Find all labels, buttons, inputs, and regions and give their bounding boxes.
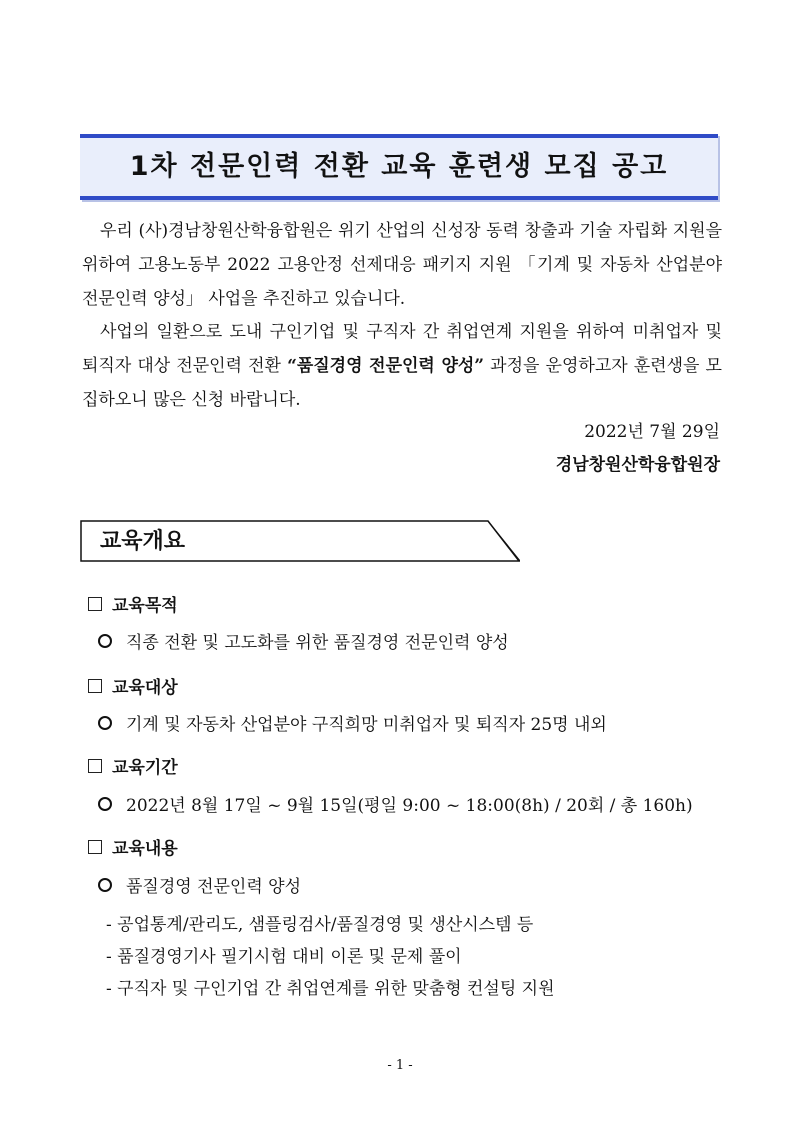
item-period-text: 2022년 8월 17일 ~ 9월 15일(평일 9:00 ~ 18:00(8h) / 20회 / 총 160h)	[126, 796, 693, 816]
content-detail-3: - 구직자 및 구인기업 간 취업연계를 위한 맞춤형 컨설팅 지원	[106, 979, 555, 999]
circle-bullet-icon	[98, 797, 112, 811]
intro-paragraph-2	[82, 315, 722, 417]
heading-content	[88, 834, 178, 859]
heading-period-label: 교육기간	[112, 758, 178, 778]
intro-text-1: 우리 (사)경남창원산학융합원은 위기 산업의 신성장 동력 창출과 기술 자립화 지원을 위하여 고용노동부 2022 고용안정 선제대응 패키지 지원 「기계 및 자동차 산업분야 전문인력 양성」 사업을 추진하고 있습니다.	[82, 221, 722, 309]
checkbox-square-icon	[88, 840, 102, 854]
item-purpose-text: 직종 전환 및 고도화를 위한 품질경영 전문인력 양성	[126, 633, 509, 653]
heading-purpose	[88, 591, 178, 616]
page-title: 1차 전문인력 전환 교육 훈련생 모집 공고	[129, 150, 669, 182]
circle-bullet-icon	[98, 878, 112, 892]
item-purpose	[98, 628, 509, 653]
item-content	[98, 872, 301, 897]
item-period	[98, 791, 693, 816]
program-name-quote: “품질경영 전문인력 양성”	[287, 356, 485, 376]
checkbox-square-icon	[88, 679, 102, 693]
heading-target	[88, 673, 178, 698]
circle-bullet-icon	[98, 634, 112, 648]
heading-purpose-label: 교육목적	[112, 596, 178, 616]
page-number: - 1 -	[387, 1058, 413, 1073]
item-target	[98, 710, 607, 735]
issuer-name: 경남창원산학융합원장	[555, 455, 720, 475]
intro-text-2	[82, 315, 722, 417]
intro-paragraph-1	[82, 214, 722, 316]
intro-text-2b: 과정을 운영하고자 훈련생을 모집하오니 많은 신청 바랍니다.	[82, 356, 722, 410]
item-content-text: 품질경영 전문인력 양성	[126, 877, 302, 897]
content-detail-1: - 공업통계/관리도, 샘플링검사/품질경영 및 생산시스템 등	[106, 915, 534, 935]
intro-text-2a: 사업의 일환으로 도내 구인기업 및 구직자 간 취업연계 지원을 위하여 미취업자 및 퇴직자 대상 전문인력 전환	[82, 322, 722, 376]
checkbox-square-icon	[88, 597, 102, 611]
circle-bullet-icon	[98, 716, 112, 730]
heading-target-label: 교육대상	[112, 678, 178, 698]
heading-period	[88, 753, 178, 778]
item-target-text: 기계 및 자동차 산업분야 구직희망 미취업자 및 퇴직자 25명 내외	[126, 715, 607, 735]
heading-content-label: 교육내용	[112, 839, 178, 859]
notice-date: 2022년 7월 29일	[584, 422, 720, 442]
section-title: 교육개요	[100, 529, 186, 554]
checkbox-square-icon	[88, 759, 102, 773]
content-detail-2: - 품질경영기사 필기시험 대비 이론 및 문제 풀이	[106, 947, 462, 967]
